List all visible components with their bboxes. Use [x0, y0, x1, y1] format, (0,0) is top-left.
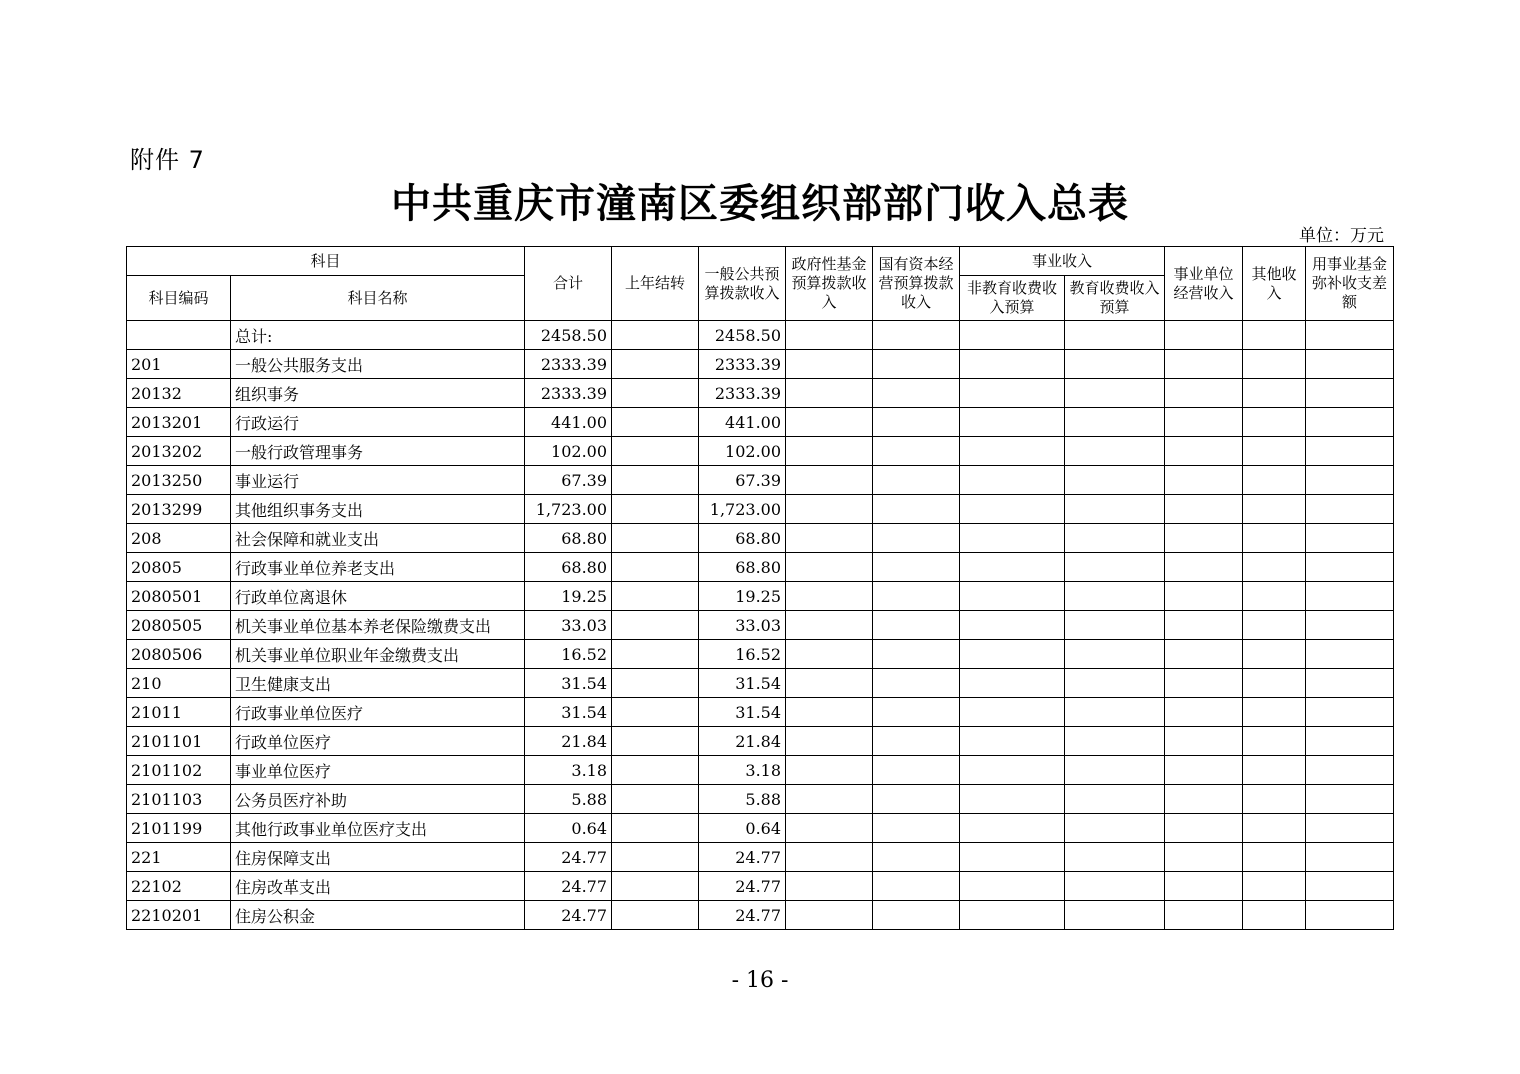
row-name-cell: 事业运行: [231, 466, 525, 495]
row-name-cell: 住房保障支出: [231, 843, 525, 872]
row-code-cell: 221: [127, 843, 231, 872]
row-total-cell: 1,723.00: [525, 495, 612, 524]
header-code: 科目编码: [127, 276, 231, 321]
row-total-cell: 31.54: [525, 669, 612, 698]
row-unit-operation-cell: [1165, 727, 1243, 756]
row-other-income-cell: [1243, 379, 1306, 408]
row-edu-cell: [1065, 814, 1165, 843]
row-state-capital-cell: [873, 901, 960, 930]
row-name-cell: 其他行政事业单位医疗支出: [231, 814, 525, 843]
row-other-income-cell: [1243, 524, 1306, 553]
row-code-cell: 2080501: [127, 582, 231, 611]
row-general-budget-cell: 2458.50: [699, 321, 786, 350]
table-row: [127, 727, 1394, 756]
row-name-cell: 组织事务: [231, 379, 525, 408]
row-general-budget-cell: 2333.39: [699, 379, 786, 408]
row-edu-cell: [1065, 640, 1165, 669]
page-number: - 16 -: [731, 968, 789, 993]
row-gov-fund-cell: [786, 466, 873, 495]
row-carryover-cell: [612, 582, 699, 611]
row-gov-fund-cell: [786, 553, 873, 582]
row-name-cell: 行政单位医疗: [231, 727, 525, 756]
row-other-income-cell: [1243, 350, 1306, 379]
header-subject: 科目: [127, 247, 525, 276]
row-non-edu-cell: [960, 379, 1065, 408]
row-fund-deficit-cell: [1306, 553, 1394, 582]
row-carryover-cell: [612, 350, 699, 379]
row-non-edu-cell: [960, 350, 1065, 379]
header-state-capital: 国有资本经营预算拨款收入: [873, 247, 960, 321]
header-non-edu: 非教育收费收入预算: [960, 276, 1065, 321]
row-total-cell: 16.52: [525, 640, 612, 669]
row-general-budget-cell: 24.77: [699, 843, 786, 872]
row-gov-fund-cell: [786, 901, 873, 930]
row-code-cell: 20132: [127, 379, 231, 408]
row-name-cell: 机关事业单位职业年金缴费支出: [231, 640, 525, 669]
table-row: [127, 814, 1394, 843]
row-non-edu-cell: [960, 466, 1065, 495]
table-row: [127, 698, 1394, 727]
row-non-edu-cell: [960, 901, 1065, 930]
row-unit-operation-cell: [1165, 582, 1243, 611]
row-total-cell: 19.25: [525, 582, 612, 611]
header-other-income: 其他收入: [1243, 247, 1306, 321]
row-unit-operation-cell: [1165, 437, 1243, 466]
row-carryover-cell: [612, 495, 699, 524]
row-name-cell: 行政事业单位养老支出: [231, 553, 525, 582]
row-edu-cell: [1065, 321, 1165, 350]
unit-label: 单位：万元: [1299, 226, 1384, 246]
row-carryover-cell: [612, 698, 699, 727]
row-total-cell: 2333.39: [525, 379, 612, 408]
header-fund-deficit: 用事业基金弥补收支差额: [1306, 247, 1394, 321]
row-general-budget-cell: 21.84: [699, 727, 786, 756]
row-unit-operation-cell: [1165, 524, 1243, 553]
row-fund-deficit-cell: [1306, 669, 1394, 698]
row-other-income-cell: [1243, 466, 1306, 495]
table-row: [127, 582, 1394, 611]
row-code-cell: 20805: [127, 553, 231, 582]
row-gov-fund-cell: [786, 379, 873, 408]
row-carryover-cell: [612, 321, 699, 350]
row-edu-cell: [1065, 524, 1165, 553]
row-gov-fund-cell: [786, 727, 873, 756]
row-non-edu-cell: [960, 495, 1065, 524]
row-general-budget-cell: 68.80: [699, 524, 786, 553]
header-unit-operation: 事业单位经营收入: [1165, 247, 1243, 321]
row-other-income-cell: [1243, 321, 1306, 350]
row-total-cell: 21.84: [525, 727, 612, 756]
table-row: [127, 640, 1394, 669]
row-other-income-cell: [1243, 437, 1306, 466]
row-general-budget-cell: 68.80: [699, 553, 786, 582]
row-fund-deficit-cell: [1306, 437, 1394, 466]
row-carryover-cell: [612, 379, 699, 408]
row-state-capital-cell: [873, 582, 960, 611]
row-gov-fund-cell: [786, 814, 873, 843]
row-code-cell: 201: [127, 350, 231, 379]
row-fund-deficit-cell: [1306, 495, 1394, 524]
row-total-cell: 24.77: [525, 872, 612, 901]
row-name-cell: 行政运行: [231, 408, 525, 437]
row-other-income-cell: [1243, 669, 1306, 698]
row-state-capital-cell: [873, 872, 960, 901]
row-general-budget-cell: 67.39: [699, 466, 786, 495]
table-row: [127, 611, 1394, 640]
row-fund-deficit-cell: [1306, 785, 1394, 814]
row-total-cell: 102.00: [525, 437, 612, 466]
row-name-cell: 社会保障和就业支出: [231, 524, 525, 553]
row-state-capital-cell: [873, 727, 960, 756]
row-gov-fund-cell: [786, 408, 873, 437]
row-fund-deficit-cell: [1306, 698, 1394, 727]
row-total-cell: 33.03: [525, 611, 612, 640]
row-edu-cell: [1065, 727, 1165, 756]
row-code-cell: 208: [127, 524, 231, 553]
table-row: [127, 350, 1394, 379]
row-name-cell: 事业单位医疗: [231, 756, 525, 785]
row-non-edu-cell: [960, 437, 1065, 466]
row-edu-cell: [1065, 466, 1165, 495]
table-body: [127, 321, 1394, 930]
row-code-cell: 21011: [127, 698, 231, 727]
row-state-capital-cell: [873, 495, 960, 524]
row-non-edu-cell: [960, 582, 1065, 611]
income-summary-table: [126, 246, 1394, 930]
row-state-capital-cell: [873, 669, 960, 698]
row-fund-deficit-cell: [1306, 379, 1394, 408]
row-unit-operation-cell: [1165, 814, 1243, 843]
row-gov-fund-cell: [786, 350, 873, 379]
row-edu-cell: [1065, 379, 1165, 408]
row-name-cell: 住房公积金: [231, 901, 525, 930]
row-name-cell: 公务员医疗补助: [231, 785, 525, 814]
table-row: [127, 756, 1394, 785]
row-gov-fund-cell: [786, 437, 873, 466]
row-non-edu-cell: [960, 872, 1065, 901]
header-gov-fund: 政府性基金预算拨款收入: [786, 247, 873, 321]
row-total-cell: 2333.39: [525, 350, 612, 379]
header-carryover: 上年结转: [612, 247, 699, 321]
row-carryover-cell: [612, 727, 699, 756]
row-state-capital-cell: [873, 756, 960, 785]
header-edu: 教育收费收入预算: [1065, 276, 1165, 321]
row-carryover-cell: [612, 466, 699, 495]
row-general-budget-cell: 3.18: [699, 756, 786, 785]
row-other-income-cell: [1243, 582, 1306, 611]
table-row: [127, 321, 1394, 350]
row-gov-fund-cell: [786, 582, 873, 611]
row-edu-cell: [1065, 843, 1165, 872]
row-code-cell: 2013202: [127, 437, 231, 466]
table-row: [127, 495, 1394, 524]
row-fund-deficit-cell: [1306, 408, 1394, 437]
row-edu-cell: [1065, 611, 1165, 640]
row-other-income-cell: [1243, 872, 1306, 901]
table-row: [127, 872, 1394, 901]
row-gov-fund-cell: [786, 524, 873, 553]
row-code-cell: 210: [127, 669, 231, 698]
row-name-cell: 行政单位离退休: [231, 582, 525, 611]
row-non-edu-cell: [960, 698, 1065, 727]
row-code-cell: 2013299: [127, 495, 231, 524]
row-carryover-cell: [612, 843, 699, 872]
row-unit-operation-cell: [1165, 872, 1243, 901]
row-name-cell: 一般公共服务支出: [231, 350, 525, 379]
row-general-budget-cell: 2333.39: [699, 350, 786, 379]
row-other-income-cell: [1243, 553, 1306, 582]
row-gov-fund-cell: [786, 321, 873, 350]
row-unit-operation-cell: [1165, 408, 1243, 437]
row-edu-cell: [1065, 437, 1165, 466]
row-state-capital-cell: [873, 466, 960, 495]
row-total-cell: 68.80: [525, 553, 612, 582]
row-other-income-cell: [1243, 756, 1306, 785]
row-carryover-cell: [612, 901, 699, 930]
row-general-budget-cell: 0.64: [699, 814, 786, 843]
row-state-capital-cell: [873, 785, 960, 814]
table-row: [127, 466, 1394, 495]
row-gov-fund-cell: [786, 669, 873, 698]
row-other-income-cell: [1243, 814, 1306, 843]
attachment-label: 附件 7: [130, 146, 205, 174]
row-edu-cell: [1065, 901, 1165, 930]
row-gov-fund-cell: [786, 611, 873, 640]
row-total-cell: 24.77: [525, 843, 612, 872]
row-general-budget-cell: 16.52: [699, 640, 786, 669]
row-code-cell: 2013201: [127, 408, 231, 437]
row-unit-operation-cell: [1165, 321, 1243, 350]
table-row: [127, 553, 1394, 582]
row-edu-cell: [1065, 350, 1165, 379]
row-unit-operation-cell: [1165, 640, 1243, 669]
row-fund-deficit-cell: [1306, 756, 1394, 785]
row-code-cell: 2101199: [127, 814, 231, 843]
row-other-income-cell: [1243, 785, 1306, 814]
row-name-cell: 卫生健康支出: [231, 669, 525, 698]
row-fund-deficit-cell: [1306, 640, 1394, 669]
table-row: [127, 408, 1394, 437]
row-total-cell: 24.77: [525, 901, 612, 930]
table-row: [127, 901, 1394, 930]
header-business-income: 事业收入: [960, 247, 1165, 276]
row-non-edu-cell: [960, 408, 1065, 437]
row-edu-cell: [1065, 408, 1165, 437]
row-fund-deficit-cell: [1306, 611, 1394, 640]
header-name: 科目名称: [231, 276, 525, 321]
row-carryover-cell: [612, 872, 699, 901]
row-total-cell: 441.00: [525, 408, 612, 437]
table-row: [127, 843, 1394, 872]
row-non-edu-cell: [960, 640, 1065, 669]
row-unit-operation-cell: [1165, 495, 1243, 524]
row-other-income-cell: [1243, 640, 1306, 669]
row-name-cell: 机关事业单位基本养老保险缴费支出: [231, 611, 525, 640]
row-unit-operation-cell: [1165, 611, 1243, 640]
row-carryover-cell: [612, 408, 699, 437]
row-non-edu-cell: [960, 524, 1065, 553]
row-fund-deficit-cell: [1306, 582, 1394, 611]
row-edu-cell: [1065, 553, 1165, 582]
row-unit-operation-cell: [1165, 466, 1243, 495]
row-gov-fund-cell: [786, 495, 873, 524]
header-general-budget: 一般公共预算拨款收入: [699, 247, 786, 321]
row-edu-cell: [1065, 495, 1165, 524]
row-general-budget-cell: 441.00: [699, 408, 786, 437]
row-code-cell: 2101101: [127, 727, 231, 756]
row-carryover-cell: [612, 669, 699, 698]
table-row: [127, 524, 1394, 553]
row-carryover-cell: [612, 640, 699, 669]
row-edu-cell: [1065, 669, 1165, 698]
row-total-cell: 5.88: [525, 785, 612, 814]
table-row: [127, 669, 1394, 698]
row-fund-deficit-cell: [1306, 843, 1394, 872]
row-fund-deficit-cell: [1306, 814, 1394, 843]
row-non-edu-cell: [960, 756, 1065, 785]
row-carryover-cell: [612, 756, 699, 785]
row-unit-operation-cell: [1165, 379, 1243, 408]
row-state-capital-cell: [873, 843, 960, 872]
row-fund-deficit-cell: [1306, 524, 1394, 553]
row-fund-deficit-cell: [1306, 872, 1394, 901]
row-general-budget-cell: 19.25: [699, 582, 786, 611]
row-total-cell: 0.64: [525, 814, 612, 843]
row-carryover-cell: [612, 785, 699, 814]
row-unit-operation-cell: [1165, 669, 1243, 698]
row-fund-deficit-cell: [1306, 901, 1394, 930]
row-code-cell: 22102: [127, 872, 231, 901]
row-other-income-cell: [1243, 698, 1306, 727]
row-fund-deficit-cell: [1306, 350, 1394, 379]
row-state-capital-cell: [873, 321, 960, 350]
row-general-budget-cell: 102.00: [699, 437, 786, 466]
row-total-cell: 67.39: [525, 466, 612, 495]
row-state-capital-cell: [873, 698, 960, 727]
row-non-edu-cell: [960, 669, 1065, 698]
row-general-budget-cell: 33.03: [699, 611, 786, 640]
row-edu-cell: [1065, 582, 1165, 611]
row-fund-deficit-cell: [1306, 466, 1394, 495]
row-edu-cell: [1065, 698, 1165, 727]
row-gov-fund-cell: [786, 843, 873, 872]
row-state-capital-cell: [873, 553, 960, 582]
row-name-cell: 行政事业单位医疗: [231, 698, 525, 727]
row-general-budget-cell: 31.54: [699, 669, 786, 698]
row-carryover-cell: [612, 437, 699, 466]
row-code-cell: 2080505: [127, 611, 231, 640]
row-non-edu-cell: [960, 321, 1065, 350]
row-unit-operation-cell: [1165, 350, 1243, 379]
row-other-income-cell: [1243, 611, 1306, 640]
row-code-cell: 2080506: [127, 640, 231, 669]
row-total-cell: 2458.50: [525, 321, 612, 350]
row-state-capital-cell: [873, 814, 960, 843]
table-row: [127, 785, 1394, 814]
row-code-cell: 2210201: [127, 901, 231, 930]
row-total-cell: 3.18: [525, 756, 612, 785]
row-non-edu-cell: [960, 553, 1065, 582]
row-total-cell: 68.80: [525, 524, 612, 553]
table-row: [127, 379, 1394, 408]
row-code-cell: 2101102: [127, 756, 231, 785]
row-name-cell: 住房改革支出: [231, 872, 525, 901]
row-code-cell: 2013250: [127, 466, 231, 495]
row-unit-operation-cell: [1165, 785, 1243, 814]
row-fund-deficit-cell: [1306, 321, 1394, 350]
row-non-edu-cell: [960, 814, 1065, 843]
row-other-income-cell: [1243, 727, 1306, 756]
row-carryover-cell: [612, 814, 699, 843]
row-non-edu-cell: [960, 843, 1065, 872]
row-non-edu-cell: [960, 727, 1065, 756]
row-gov-fund-cell: [786, 640, 873, 669]
row-state-capital-cell: [873, 437, 960, 466]
row-unit-operation-cell: [1165, 553, 1243, 582]
row-gov-fund-cell: [786, 785, 873, 814]
row-state-capital-cell: [873, 379, 960, 408]
row-other-income-cell: [1243, 408, 1306, 437]
row-unit-operation-cell: [1165, 756, 1243, 785]
row-name-cell: 一般行政管理事务: [231, 437, 525, 466]
row-state-capital-cell: [873, 524, 960, 553]
row-state-capital-cell: [873, 350, 960, 379]
row-name-cell: 总计:: [231, 321, 525, 350]
header-total: 合计: [525, 247, 612, 321]
page-title: 中共重庆市潼南区委组织部部门收入总表: [391, 180, 1129, 227]
row-gov-fund-cell: [786, 756, 873, 785]
row-carryover-cell: [612, 611, 699, 640]
row-non-edu-cell: [960, 611, 1065, 640]
row-other-income-cell: [1243, 843, 1306, 872]
row-carryover-cell: [612, 524, 699, 553]
row-edu-cell: [1065, 785, 1165, 814]
row-other-income-cell: [1243, 495, 1306, 524]
row-gov-fund-cell: [786, 698, 873, 727]
row-code-cell: [127, 321, 231, 350]
row-fund-deficit-cell: [1306, 727, 1394, 756]
row-code-cell: 2101103: [127, 785, 231, 814]
row-unit-operation-cell: [1165, 698, 1243, 727]
row-general-budget-cell: 24.77: [699, 872, 786, 901]
row-state-capital-cell: [873, 611, 960, 640]
row-edu-cell: [1065, 872, 1165, 901]
row-unit-operation-cell: [1165, 901, 1243, 930]
row-name-cell: 其他组织事务支出: [231, 495, 525, 524]
row-general-budget-cell: 31.54: [699, 698, 786, 727]
row-state-capital-cell: [873, 640, 960, 669]
row-general-budget-cell: 1,723.00: [699, 495, 786, 524]
row-carryover-cell: [612, 553, 699, 582]
table-row: [127, 437, 1394, 466]
row-edu-cell: [1065, 756, 1165, 785]
row-general-budget-cell: 5.88: [699, 785, 786, 814]
row-unit-operation-cell: [1165, 843, 1243, 872]
row-general-budget-cell: 24.77: [699, 901, 786, 930]
row-non-edu-cell: [960, 785, 1065, 814]
row-state-capital-cell: [873, 408, 960, 437]
row-gov-fund-cell: [786, 872, 873, 901]
row-total-cell: 31.54: [525, 698, 612, 727]
row-other-income-cell: [1243, 901, 1306, 930]
